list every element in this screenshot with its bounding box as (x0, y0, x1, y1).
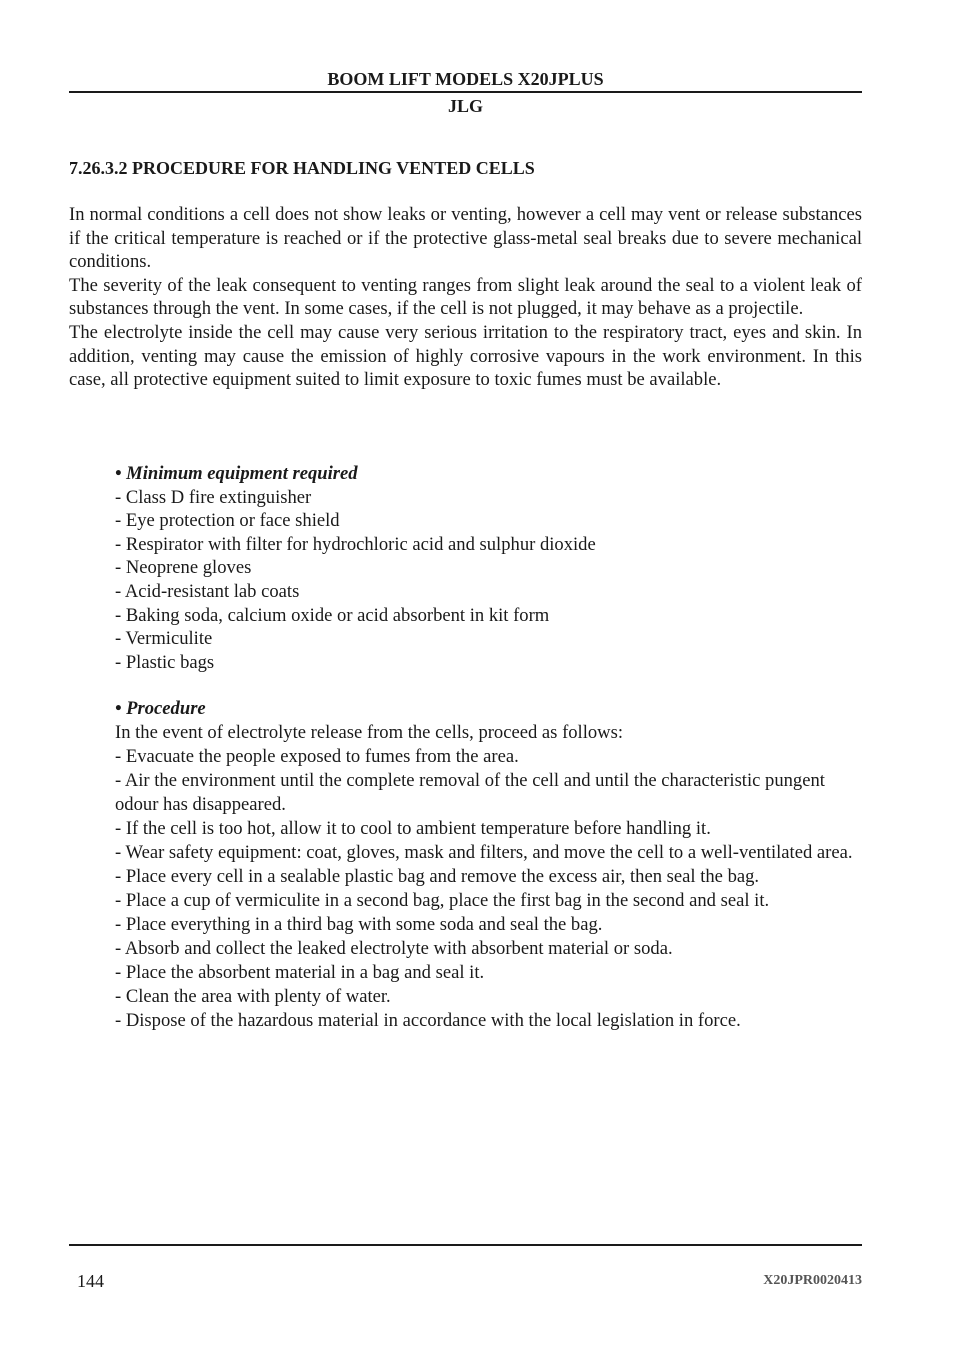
section-title: 7.26.3.2 PROCEDURE FOR HANDLING VENTED CELLS (69, 158, 535, 178)
document-page (69, 0, 862, 1350)
page-number: 144 (77, 1271, 104, 1291)
procedure-list (115, 697, 862, 1033)
paragraph: In normal conditions a cell does not show leaks or venting, however a cell may vent or release substances if the critical temperature is reached or if the protective glass-metal seal breaks due to severe mechanical conditions. (69, 204, 862, 273)
document-code: X20JPR0020413 (763, 1273, 862, 1288)
paragraph: The severity of the leak consequent to venting ranges from slight leak around the seal to a violent leak of substances through the vent. In some cases, if the cell is not plugged, it may behave as a projectile. (69, 274, 862, 320)
list-item: - Place everything in a third bag with some soda and seal the bag. (115, 914, 603, 935)
list-item: - Baking soda, calcium oxide or acid absorbent in kit form (115, 604, 550, 626)
paragraph: The electrolyte inside the cell may cause very serious irritation to the respiratory tract, eyes and skin. In addition, venting may cause the emission of highly corrosive vapours in the work environment. In this case, all protective equipment suited to limit exposure to toxic fumes must be available. (69, 321, 862, 391)
equipment-heading: • Minimum equipment required (115, 463, 358, 484)
list-item: - Plastic bags (115, 651, 215, 673)
equipment-list (115, 462, 862, 674)
list-item: - Clean the area with plenty of water. (115, 986, 391, 1007)
list-item: - If the cell is too hot, allow it to cool to ambient temperature before handling it. (115, 818, 711, 839)
header-divider (69, 91, 862, 93)
header-title: BOOM LIFT MODELS X20JPLUS (327, 69, 604, 89)
list-item: - Evacuate the people exposed to fumes from the area. (115, 746, 519, 767)
list-item: - Eye protection or face shield (115, 510, 340, 532)
list-item: - Respirator with filter for hydrochloric acid and sulphur dioxide (115, 533, 596, 555)
list-item: - Absorb and collect the leaked electrolyte with absorbent material or soda. (115, 938, 673, 959)
list-item: - Air the environment until the complete removal of the cell and until the characteristic pungent odour has disappeared. (115, 770, 825, 815)
list-item: - Vermiculite (115, 628, 213, 650)
header-brand: JLG (447, 96, 483, 116)
list-item: - Dispose of the hazardous material in accordance with the local legislation in force. (115, 1010, 741, 1031)
list-item: - Place a cup of vermiculite in a second bag, place the first bag in the second and seal it. (115, 890, 770, 911)
list-item: - Place the absorbent material in a bag and seal it. (115, 962, 485, 983)
footer-divider (69, 1244, 862, 1246)
intro-paragraphs (69, 203, 862, 392)
procedure-intro: In the event of electrolyte release from the cells, proceed as follows: (115, 722, 624, 743)
list-item: - Acid-resistant lab coats (115, 580, 300, 602)
list-item: - Neoprene gloves (115, 557, 252, 579)
procedure-heading: • Procedure (115, 698, 206, 719)
list-item: - Wear safety equipment: coat, gloves, mask and filters, and move the cell to a well-ventilated area. (115, 842, 853, 863)
list-item: - Class D fire extinguisher (115, 486, 312, 508)
list-item: - Place every cell in a sealable plastic bag and remove the excess air, then seal the bag. (115, 866, 760, 887)
